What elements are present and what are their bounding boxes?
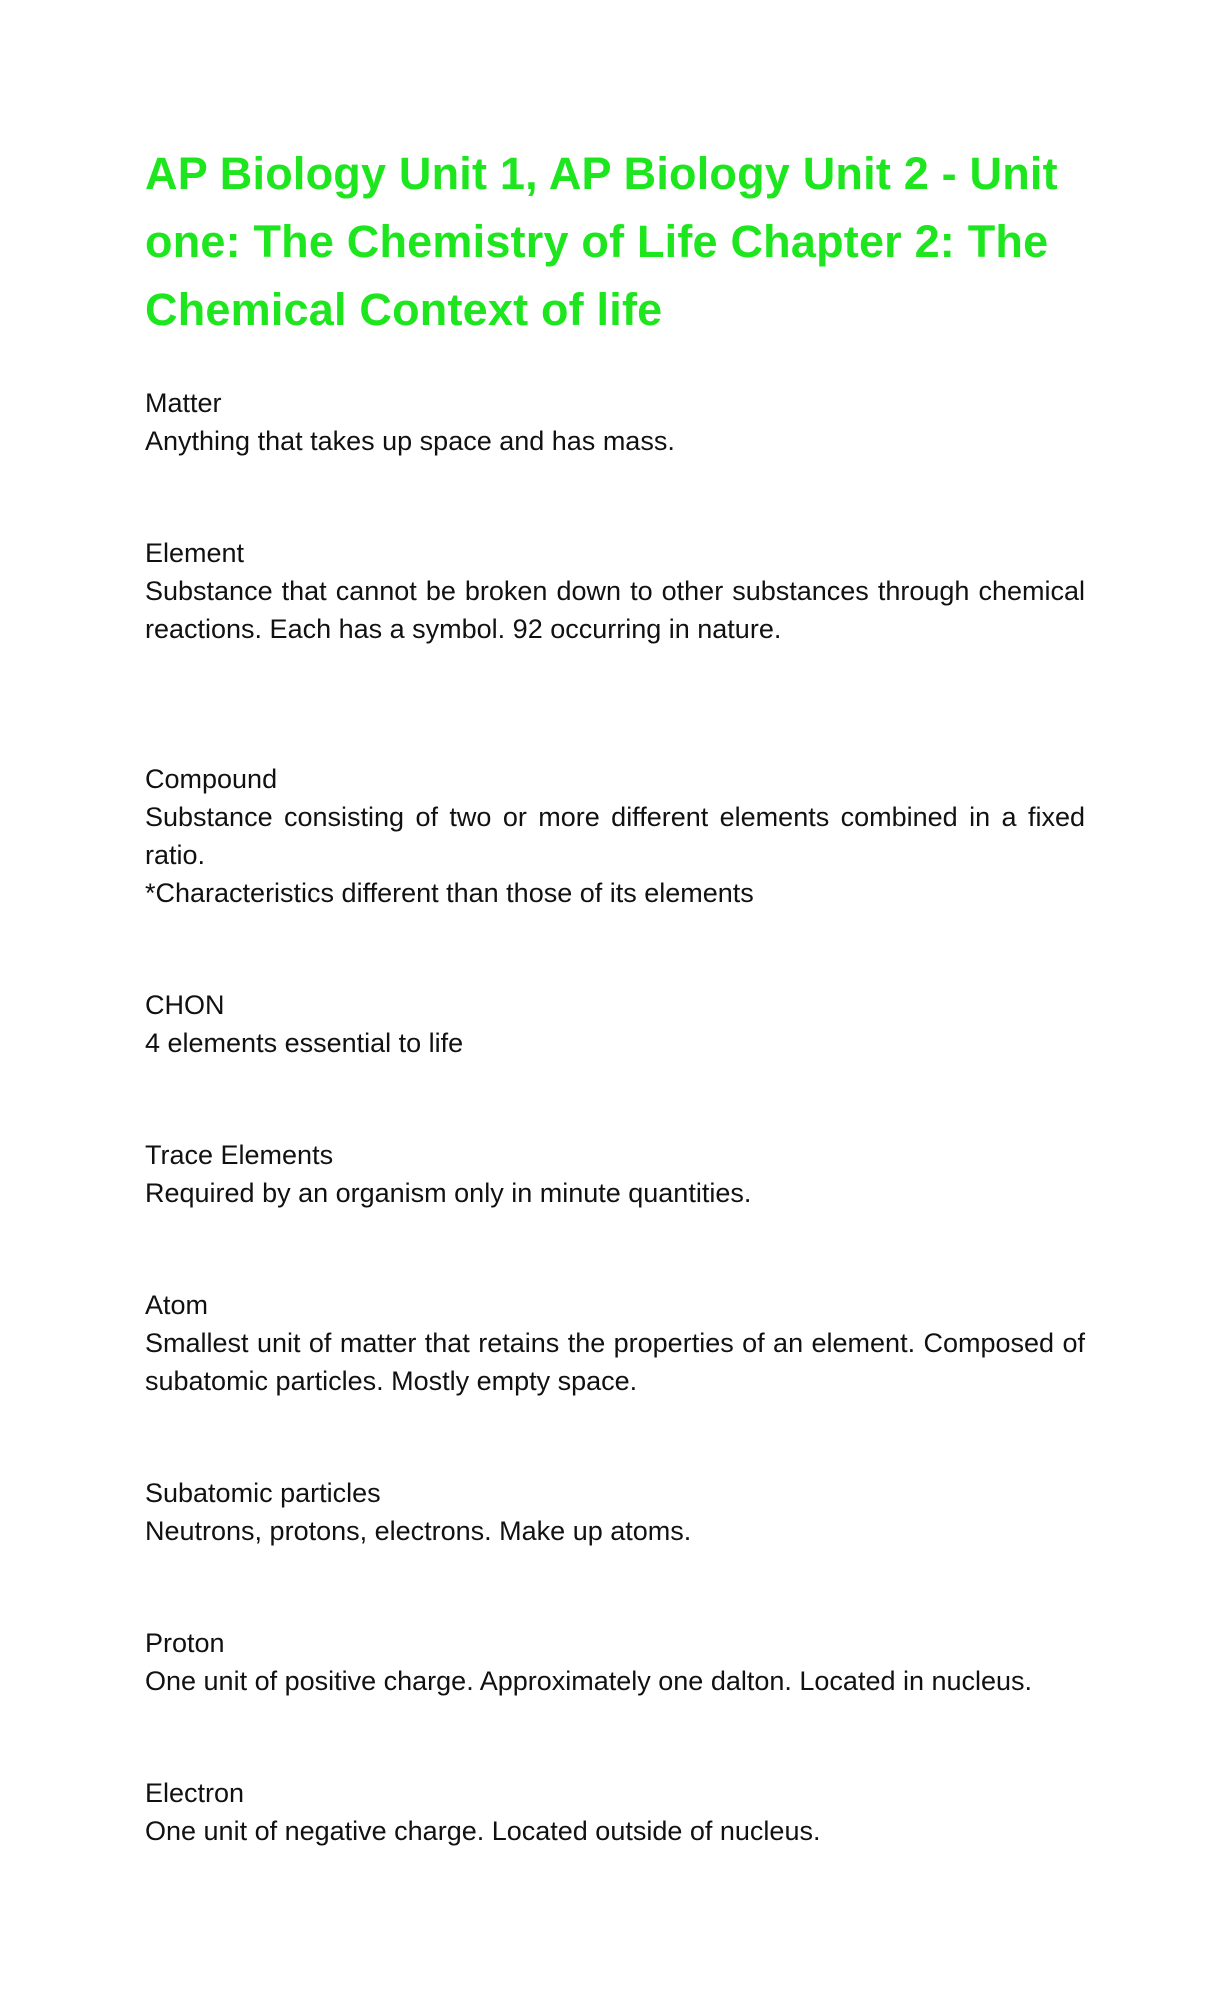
term: Trace Elements <box>145 1140 334 1170</box>
term: Atom <box>145 1290 209 1320</box>
term: Matter <box>145 388 222 418</box>
document-page <box>145 140 1085 1850</box>
definition: One unit of positive charge. Approximately one dalton. Located in nucleus. <box>145 1666 1033 1696</box>
definition: Required by an organism only in minute quantities. <box>145 1178 752 1208</box>
term: Element <box>145 538 245 568</box>
document-title: AP Biology Unit 1, AP Biology Unit 2 - Unit one: The Chemistry of Life Chapter 2: The Chemical Context of life <box>145 148 1058 335</box>
glossary-entry-atom <box>145 1286 1085 1400</box>
term: Electron <box>145 1778 245 1808</box>
definition: One unit of negative charge. Located outside of nucleus. <box>145 1816 821 1846</box>
glossary-entry-trace-elements <box>145 1136 1085 1212</box>
glossary-entry-matter <box>145 384 1085 460</box>
glossary-list <box>145 384 1085 1850</box>
glossary-entry-compound <box>145 760 1085 912</box>
definition: Substance consisting of two or more different elements combined in a fixed ratio. <box>145 802 1085 870</box>
definition: Substance that cannot be broken down to other substances through chemical reactions. Each has a symbol. 92 occurring in nature. <box>145 576 1085 644</box>
definition: Neutrons, protons, electrons. Make up atoms. <box>145 1516 692 1546</box>
term: Proton <box>145 1628 225 1658</box>
glossary-entry-electron <box>145 1774 1085 1850</box>
definition: 4 elements essential to life <box>145 1028 464 1058</box>
term: CHON <box>145 990 225 1020</box>
term: Subatomic particles <box>145 1478 381 1508</box>
definition-note: *Characteristics different than those of its elements <box>145 878 754 908</box>
glossary-entry-subatomic-particles <box>145 1474 1085 1550</box>
glossary-entry-element <box>145 534 1085 648</box>
glossary-entry-proton <box>145 1624 1085 1700</box>
definition: Smallest unit of matter that retains the properties of an element. Composed of subatomic particles. Mostly empty space. <box>145 1328 1085 1396</box>
glossary-entry-chon <box>145 986 1085 1062</box>
term: Compound <box>145 764 278 794</box>
definition: Anything that takes up space and has mass. <box>145 426 675 456</box>
